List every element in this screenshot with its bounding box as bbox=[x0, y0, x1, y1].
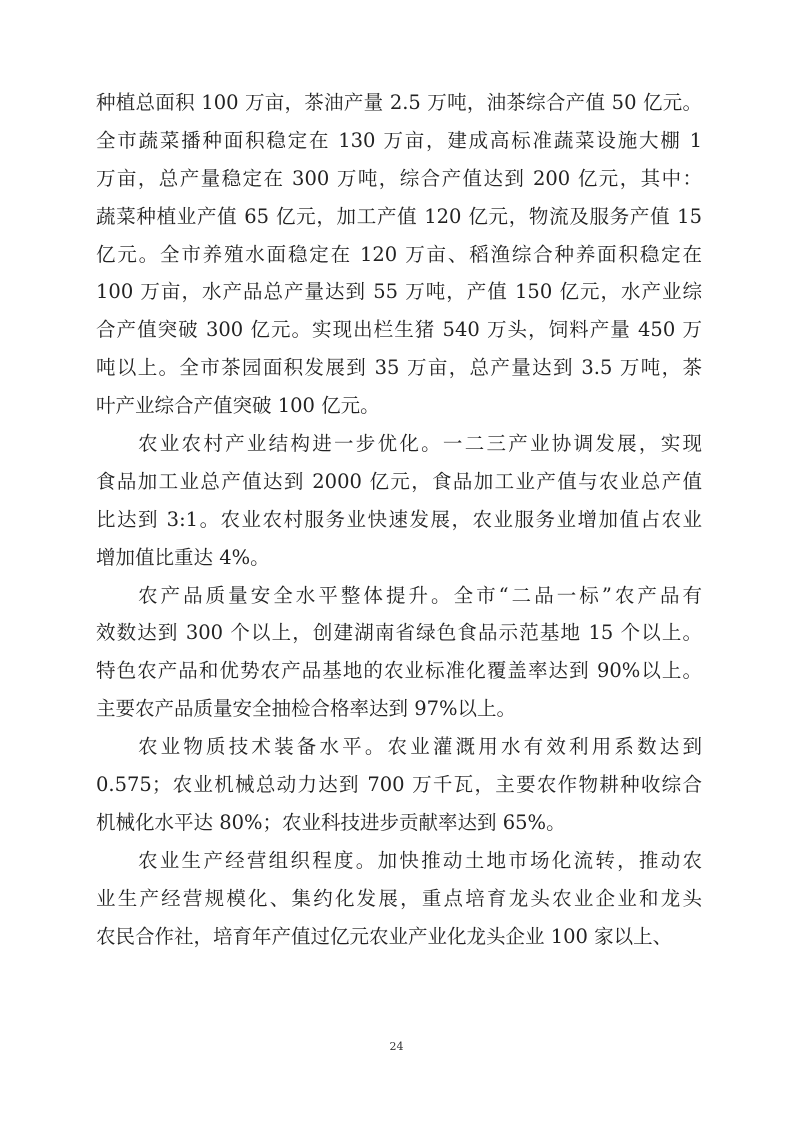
text-line: 0.575；农业机械总动力达到 700 万千瓦，主要农作物耕种收综合 bbox=[96, 773, 702, 797]
text-line: 食品加工业总产值达到 2000 亿元，食品加工业产值与农业总产值 bbox=[96, 469, 702, 493]
text-line: 增加值比重达 4%。 bbox=[96, 545, 270, 569]
text-line: 效数达到 300 个以上，创建湖南省绿色食品示范基地 15 个以上。 bbox=[96, 621, 702, 645]
text-line: 业生产经营规模化、集约化发展，重点培育龙头农业企业和龙头 bbox=[96, 886, 702, 910]
text-line: 农业物质技术装备水平。农业灌溉用水有效利用系数达到 bbox=[138, 735, 702, 759]
text-line: 叶产业综合产值突破 100 亿元。 bbox=[96, 394, 380, 418]
paragraph-organization-degree bbox=[96, 842, 702, 956]
text-line: 全市蔬菜播种面积稳定在 130 万亩，建成高标准蔬菜设施大棚 1 bbox=[96, 128, 702, 152]
text-line: 万亩，总产量稳定在 300 万吨，综合产值达到 200 亿元，其中： bbox=[96, 166, 702, 190]
text-line: 机械化水平达 80%；农业科技进步贡献率达到 65%。 bbox=[96, 810, 566, 834]
body-text bbox=[96, 84, 702, 955]
text-line: 亿元。全市养殖水面稳定在 120 万亩、稻渔综合种养面积稳定在 bbox=[96, 242, 702, 266]
page-number: 24 bbox=[389, 1040, 404, 1053]
text-line: 合产值突破 300 亿元。实现出栏生猪 540 万头，饲料产量 450 万 bbox=[96, 318, 702, 342]
text-line: 吨以上。全市茶园面积发展到 35 万亩，总产量达到 3.5 万吨，茶 bbox=[96, 356, 702, 380]
text-line: 100 万亩，水产品总产量达到 55 万吨，产值 150 亿元，水产业综 bbox=[96, 280, 702, 304]
text-line: 农民合作社，培育年产值过亿元农业产业化龙头企业 100 家以上、 bbox=[96, 924, 673, 948]
text-line: 主要农产品质量安全抽检合格率达到 97%以上。 bbox=[96, 697, 517, 721]
paragraph-equipment-level bbox=[96, 728, 702, 842]
paragraph-industry-structure bbox=[96, 425, 702, 577]
text-line: 农业农村产业结构进一步优化。一二三产业协调发展，实现 bbox=[138, 432, 702, 456]
text-line: 农产品质量安全水平整体提升。全市“二品一标”农产品有 bbox=[138, 583, 702, 607]
paragraph-quality-safety bbox=[96, 577, 702, 729]
text-line: 比达到 3:1。农业农村服务业快速发展，农业服务业增加值占农业 bbox=[96, 507, 702, 531]
text-line: 种植总面积 100 万亩，茶油产量 2.5 万吨，油茶综合产值 50 亿元。 bbox=[96, 91, 702, 114]
text-line: 特色农产品和优势农产品基地的农业标准化覆盖率达到 90%以上。 bbox=[96, 659, 702, 683]
paragraph-production-targets bbox=[96, 84, 702, 425]
text-line: 农业生产经营组织程度。加快推动土地市场化流转，推动农 bbox=[138, 848, 702, 872]
text-line: 蔬菜种植业产值 65 亿元，加工产值 120 亿元，物流及服务产值 15 bbox=[96, 204, 702, 228]
